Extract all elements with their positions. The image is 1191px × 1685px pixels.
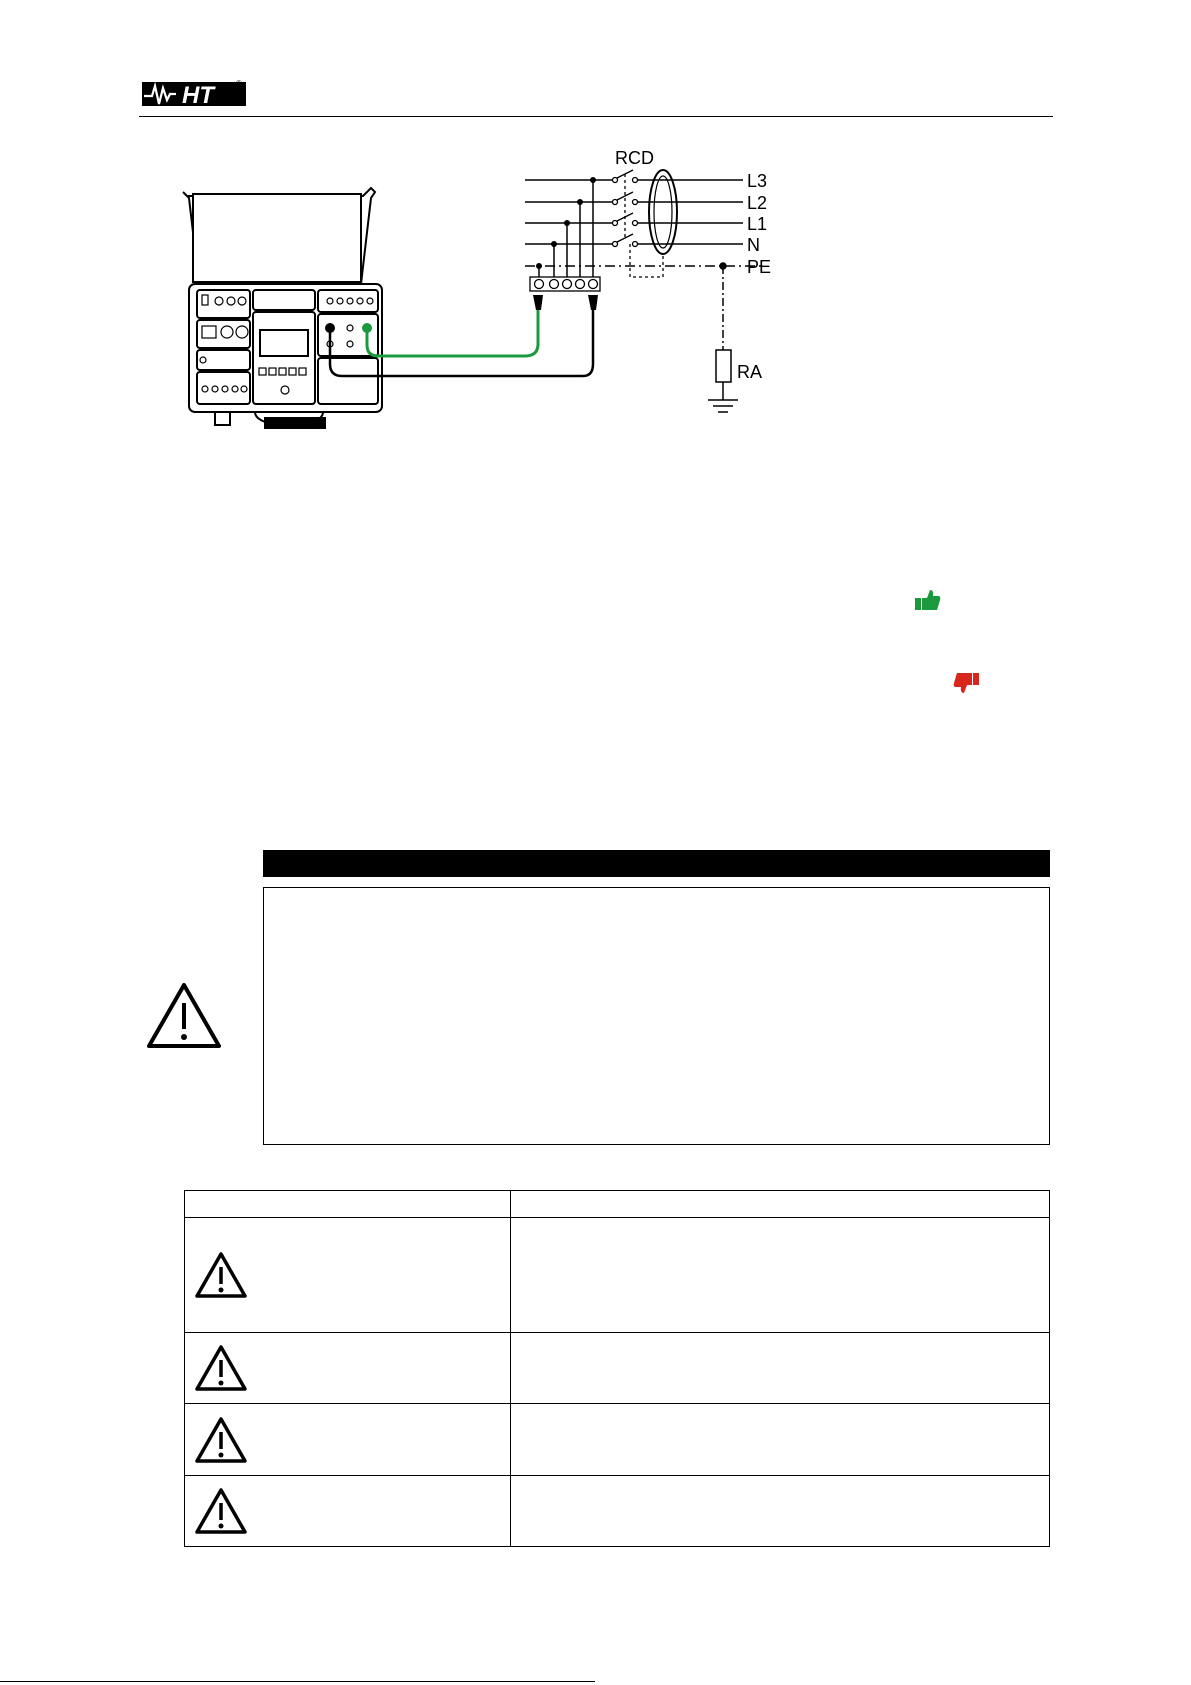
- line-label-l3: L3: [747, 171, 768, 191]
- croc-clip-left: [533, 295, 543, 310]
- thumbs-up-icon: [915, 588, 941, 612]
- table-row: [185, 1476, 1050, 1547]
- table-cell-icon: [185, 1333, 511, 1404]
- table-cell-text: [510, 1476, 1049, 1547]
- resistor-label: RA: [737, 362, 763, 382]
- info-table: [184, 1190, 1050, 1547]
- table-row: [185, 1404, 1050, 1476]
- warning-header-bar: [263, 850, 1050, 877]
- table-header-cell: [510, 1191, 1049, 1218]
- table-cell-text: [510, 1333, 1049, 1404]
- warning-box: [263, 887, 1050, 1145]
- rcd-label: RCD: [615, 150, 654, 168]
- earth-resistor: [708, 263, 738, 412]
- header-rule: [139, 116, 1053, 117]
- connection-diagram: [175, 150, 825, 440]
- line-label-pe: PE: [747, 257, 772, 277]
- line-label-l2: L2: [747, 193, 768, 213]
- ht-logo: [142, 76, 246, 108]
- table-row: [185, 1333, 1050, 1404]
- warning-triangle-icon: [146, 981, 222, 1049]
- warning-triangle-icon: [194, 1486, 248, 1536]
- green-probe-lead: [367, 305, 538, 356]
- line-label-n: N: [747, 235, 760, 255]
- tester-instrument: [183, 188, 382, 428]
- croc-clip-right: [588, 295, 598, 310]
- table-row: [185, 1218, 1050, 1333]
- table-cell-text: [510, 1218, 1049, 1333]
- warning-triangle-icon: [194, 1343, 248, 1393]
- warning-triangle-icon: [194, 1250, 248, 1300]
- footer-rule: [0, 1681, 595, 1682]
- table-cell-icon: [185, 1404, 511, 1476]
- table-cell-icon: [185, 1476, 511, 1547]
- warning-triangle-icon: [194, 1415, 248, 1465]
- logo-registered-mark: ®: [236, 79, 242, 88]
- line-label-l1: L1: [747, 214, 768, 234]
- logo-text: HT: [182, 82, 214, 108]
- table-header-cell: [185, 1191, 511, 1218]
- terminal-block: [530, 277, 600, 291]
- table-cell-text: [510, 1404, 1049, 1476]
- table-header-row: [185, 1191, 1050, 1218]
- thumbs-down-icon: [953, 671, 979, 695]
- table-cell-icon: [185, 1218, 511, 1333]
